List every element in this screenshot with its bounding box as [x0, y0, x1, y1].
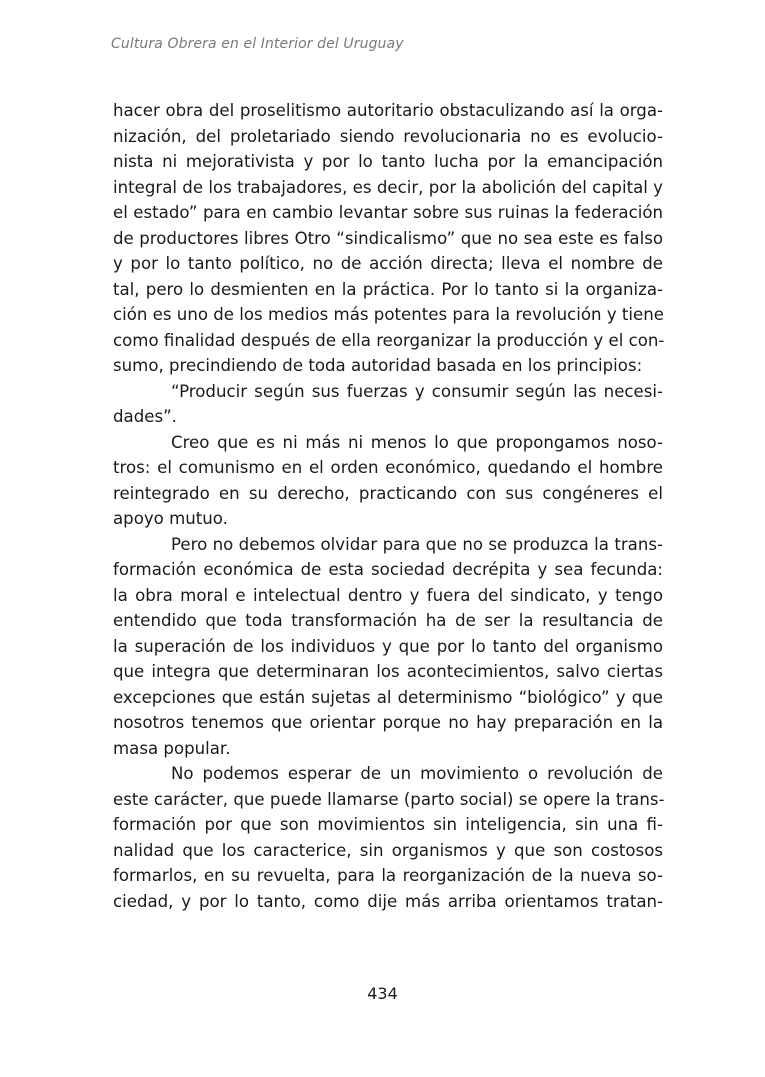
text-line: nalidad que los caracterice, sin organismos y que son costosos — [113, 840, 663, 860]
text-line: el estado” para en cambio levantar sobre sus ruinas la federación — [113, 203, 663, 222]
body-text — [113, 98, 663, 914]
text-line: y por lo tanto político, no de acción directa; lleva el nombre de — [113, 254, 663, 273]
text-line: formación por que son movimientos sin inteligencia, sin una fi- — [113, 815, 663, 834]
text-line: entendido que toda transformación ha de ser la resultancia de — [113, 611, 663, 630]
text-line: Creo que es ni más ni menos lo que propongamos noso- — [171, 432, 663, 452]
text-line: nista ni mejorativista y por lo tanto lucha por la emancipación — [113, 152, 663, 171]
text-line: la obra moral e intelectual dentro y fuera del sindicato, y tengo — [113, 585, 663, 605]
text-line: tal, pero lo desmienten en la práctica. Por lo tanto si la organiza- — [113, 279, 663, 299]
text-line: No podemos esperar de un movimiento o revolución de — [171, 764, 663, 783]
text-line: dades”. — [113, 407, 177, 426]
text-line: “Producir según sus fuerzas y consumir según las necesi- — [171, 381, 663, 401]
text-line: Pero no debemos olvidar para que no se produzca la trans- — [171, 534, 663, 554]
text-line: formación económica de esta sociedad decrépita y sea fecunda: — [113, 560, 663, 579]
text-line: ción es uno de los medios más potentes para la revolución y tiene — [113, 305, 664, 324]
text-line: masa popular. — [113, 738, 231, 758]
text-line: nización, del proletariado siendo revolucionaria no es evolucio- — [113, 126, 663, 146]
page-number: 434 — [367, 984, 398, 1003]
text-line: de productores libres Otro “sindicalismo” que no sea este es falso — [113, 228, 663, 248]
text-line: sumo, precindiendo de toda autoridad basada en los principios: — [113, 356, 643, 375]
text-line: excepciones que están sujetas al determinismo “biológico” y que — [113, 687, 663, 707]
text-line: integral de los trabajadores, es decir, por la abolición del capital y — [113, 177, 663, 197]
text-line: reintegrado en su derecho, practicando con sus congéneres el — [113, 483, 663, 503]
text-line: ciedad, y por lo tanto, como dije más arriba orientamos tratan- — [113, 891, 663, 911]
text-line: nosotros tenemos que orientar porque no hay preparación en la — [113, 713, 663, 732]
text-line: que integra que determinaran los acontecimientos, salvo ciertas — [113, 662, 663, 681]
text-line: apoyo mutuo. — [113, 509, 228, 528]
text-line: este carácter, que puede llamarse (parto social) se opere la trans- — [113, 789, 665, 809]
running-head: Cultura Obrera en el Interior del Uruguay — [111, 36, 404, 52]
text-line: tros: el comunismo en el orden económico, quedando el hombre — [113, 458, 663, 477]
text-line: la superación de los individuos y que por lo tanto del organismo — [113, 636, 663, 656]
text-line: formarlos, en su revuelta, para la reorganización de la nueva so- — [113, 866, 663, 885]
text-line: hacer obra del proselitismo autoritario obstaculizando así la orga- — [113, 101, 663, 120]
text-line: como finalidad después de ella reorganizar la producción y el con- — [113, 330, 665, 350]
